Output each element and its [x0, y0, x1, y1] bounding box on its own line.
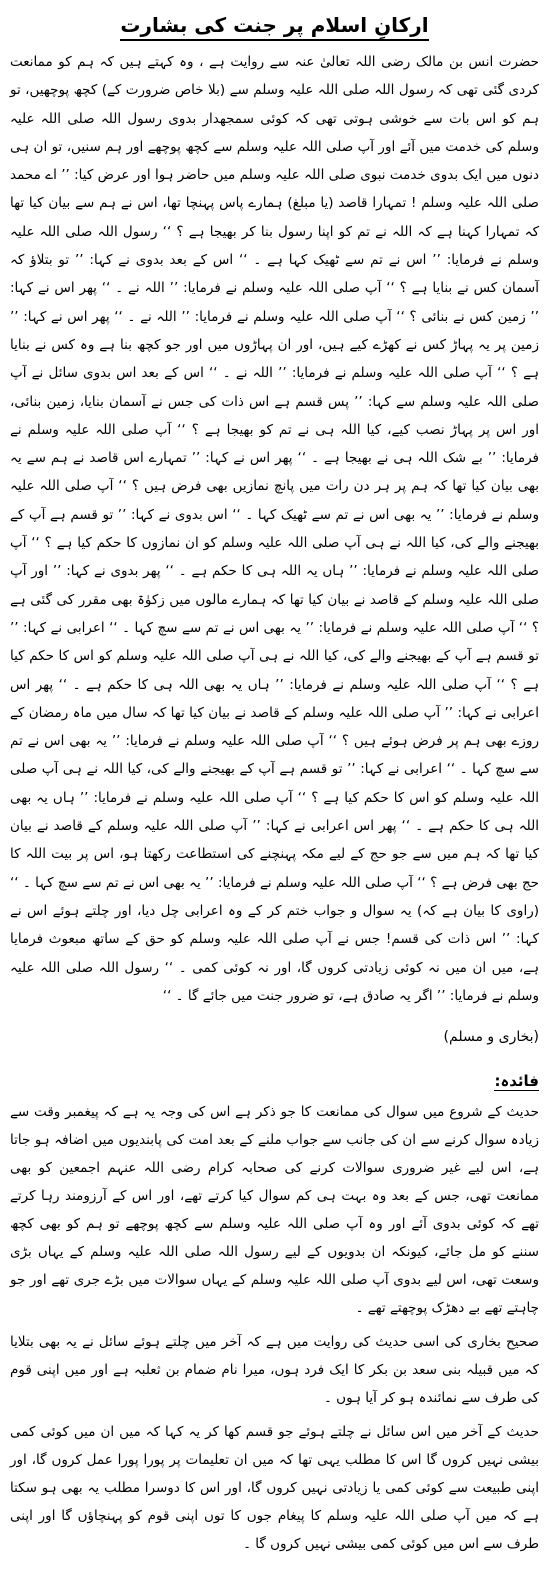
- note-paragraph-1: حدیث کے شروع میں سوال کی ممانعت کا جو ذکر ہے اس کی وجہ یہ ہے کہ پیغمبر وقت سے زیادہ سوال کرنے سے ان کی جانب سے جواب ملنے کے بعد امت کی پابندیوں میں اضافہ ہو جاتا ہے، اس لیے غیر ضروری سوالات کرنے کی صحابہ کرام رضی اللہ عنہم اجمعین کو بھی ممانعت تھی، جس کے بعد وہ بہت ہی کم سوال کیا کرتے تھے، اور اس کے آرزومند رہا کرتے تھے کہ کوئی بدوی آئے اور وہ آپ صلی اللہ علیہ وسلم سے کچھ پوچھے تو ہم کو بھی کچھ سننے کو مل جائے، کیونکہ ان بدویوں کے لیے رسول اللہ صلی اللہ علیہ وسلم کے یہاں بڑی وسعت تھی، اس لیے بدوی آپ صلی اللہ علیہ وسلم کے یہاں سوالات میں بڑے جری تھے اور جو چاہتے تھے بے دھڑک پوچھتے تھے ۔: [10, 1104, 539, 1317]
- note-paragraph-3: حدیث کے آخر میں اس سائل نے چلتے ہوئے جو قسم کھا کر یہ کہا کہ میں ان میں کوئی کمی بیشی نہیں کروں گا اس کا مطلب یہی تھا کہ میں ان تعلیمات پر پورا پورا عمل کروں گا، اور اپنی طبیعت سے کوئی کمی یا زیادتی نہیں کروں گا، اور اس کا دوسرا مطلب یہ بھی ہو سکتا ہے کہ میں آپ صلی اللہ علیہ وسلم کا پیغام جوں کا توں اپنی قوم کو پہنچاؤں گا اور اپنی طرف سے اس میں کوئی کمی بیشی نہیں کروں گا ۔: [10, 1424, 539, 1553]
- hadith-reference: (بخاری و مسلم): [443, 1029, 539, 1046]
- note-heading-text: فائدہ:: [494, 1072, 539, 1091]
- page-title: [10, 10, 539, 40]
- note-heading: [10, 1068, 539, 1094]
- hadith-text: حضرت انس بن مالک رضی اللہ تعالیٰ عنہ سے روایت ہے ، وہ کہتے ہیں کہ ہم کو ممانعت کردی گئی تھی کہ رسول اللہ صلی اللہ علیہ وسلم سے (بلا خاص ضرورت کے) کچھ پوچھیں، تو ہم کو اس بات سے خوشی ہوتی تھی کہ کوئی سمجھدار بدوی رسول اللہ صلی اللہ علیہ وسلم کی خدمت میں آئے اور آپ صلی اللہ علیہ وسلم سے کچھ پوچھے اور ہم سنیں، تو ان ہی دنوں میں ایک بدوی خدمت نبوی صلی اللہ علیہ وسلم میں حاضر ہوا اور عرض کیا: ’’ اے محمد صلی اللہ علیہ وسلم ! تمہارا قاصد (یا مبلغ) ہمارے پاس پہنچا تھا، اس نے ہم سے بیان کیا تھا کہ تمہارا کہنا ہے کہ اللہ نے تم کو اپنا رسول بنا کر بھیجا ہے ؟ ‘‘ رسول اللہ صلی اللہ علیہ وسلم نے فرمایا: ’’ اس نے تم سے ٹھیک کہا ہے ۔ ‘‘ اس کے بعد بدوی نے کہا: ’’ تو بتلاؤ کہ آسمان کس نے بنایا ہے ؟ ‘‘ آپ صلی اللہ علیہ وسلم نے فرمایا: ’’ اللہ نے ۔ ‘‘ پھر اس نے کہا: ’’ زمین کس نے بنائی ؟ ‘‘ آپ صلی اللہ علیہ وسلم نے فرمایا: ’’ اللہ نے ۔ ‘‘ پھر اس نے کہا: ’’ زمین پر یہ پہاڑ کس نے کھڑے کیے ہیں، اور ان پہاڑوں میں اور جو کچھ بنا ہے وہ کس نے بنایا ہے ؟ ‘‘ آپ صلی اللہ علیہ وسلم نے فرمایا: ’’ اللہ نے ۔ ‘‘ اس کے بعد اس بدوی سائل نے آپ صلی اللہ علیہ وسلم سے کہا: ’’ پس قسم ہے اس ذات کی جس نے آسمان بنایا، زمین بنائی، اور اس پر پہاڑ نصب کیے، کیا اللہ ہی نے تم کو بھیجا ہے ؟ ‘‘ آپ صلی اللہ علیہ وسلم نے فرمایا: ’’ بے شک اللہ ہی نے بھیجا ہے ۔ ‘‘ پھر اس نے کہا: ’’ تمہارے اس قاصد نے ہم سے یہ بھی بیان کیا تھا کہ ہم پر ہر دن رات میں پانچ نمازیں بھی فرض ہیں ؟ ‘‘ آپ صلی اللہ علیہ وسلم نے فرمایا: ’’ یہ بھی اس نے تم سے ٹھیک کہا ۔ ‘‘ اس بدوی نے کہا: ’’ تو قسم ہے آپ کے بھیجنے والے کی، کیا اللہ نے ہی آپ صلی اللہ علیہ وسلم کو ان نمازوں کا حکم کیا ہے ؟ ‘‘ آپ صلی اللہ علیہ وسلم نے فرمایا: ’’ ہاں یہ اللہ ہی کا حکم ہے ۔ ‘‘ پھر بدوی نے کہا: ’’ اور آپ صلی اللہ علیہ وسلم کے قاصد نے بیان کیا تھا کہ ہمارے مالوں میں زکوٰۃ بھی مقرر کی گئی ہے ؟ ‘‘ آپ صلی اللہ علیہ وسلم نے فرمایا: ’’ یہ بھی اس نے تم سے سچ کہا ۔ ‘‘ اعرابی نے کہا: ’’ تو قسم ہے آپ کے بھیجنے والے کی، کیا اللہ نے ہی آپ صلی اللہ علیہ وسلم کو اس کا حکم کیا ہے ؟ ‘‘ آپ صلی اللہ علیہ وسلم نے فرمایا: ’’ ہاں یہ بھی اللہ ہی کا حکم ہے ۔ ‘‘ پھر اس اعرابی نے کہا: ’’ آپ صلی اللہ علیہ وسلم کے قاصد نے بیان کیا تھا کہ سال میں ماہ رمضان کے روزے بھی ہم پر فرض ہوئے ہیں ؟ ‘‘ آپ صلی اللہ علیہ وسلم نے فرمایا: ’’ یہ بھی اس نے تم سے سچ کہا ۔ ‘‘ اعرابی نے کہا: ’’ تو قسم ہے آپ کے بھیجنے والے کی، کیا اللہ نے ہی آپ صلی اللہ علیہ وسلم کو اس کا حکم کیا ہے ؟ ‘‘ آپ صلی اللہ علیہ وسلم نے فرمایا: ’’ ہاں یہ بھی اللہ ہی کا حکم ہے ۔ ‘‘ پھر اس اعرابی نے کہا: ’’ آپ صلی اللہ علیہ وسلم کے قاصد نے بیان کیا تھا کہ ہم میں سے جو حج کے لیے مکہ پہنچنے کی استطاعت رکھتا ہو، اس پر بیت اللہ کا حج بھی فرض ہے ؟ ‘‘ آپ صلی اللہ علیہ وسلم نے فرمایا: ’’ یہ بھی اس نے تم سے سچ کہا ۔ ‘‘ (راوی کا بیان ہے کہ) یہ سوال و جواب ختم کر کے وہ اعرابی چل دیا، اور چلتے ہوئے اس نے کہا: ’’ اس ذات کی قسم! جس نے آپ صلی اللہ علیہ وسلم کو حق کے ساتھ مبعوث فرمایا ہے، میں ان میں نہ کوئی زیادتی کروں گا، اور نہ کوئی کمی ۔ ‘‘ رسول اللہ صلی اللہ علیہ وسلم نے فرمایا: ’’ اگر یہ صادق ہے، تو ضرور جنت میں جائے گا ۔ ‘‘: [10, 54, 539, 1004]
- note-paragraph-2: صحیح بخاری کی اسی حدیث کی روایت میں ہے کہ آخر میں چلتے ہوئے سائل نے یہ بھی بتلایا کہ میں قبیلہ بنی سعد بن بکر کا ایک فرد ہوں، میرا نام ضمام بن ثعلبہ ہے اور میں اپنی قوم کی طرف سے نمائندہ ہو کر آیا ہوں ۔: [10, 1334, 539, 1407]
- page-title-text: ارکانِ اسلام پر جنت کی بشارت: [120, 13, 428, 41]
